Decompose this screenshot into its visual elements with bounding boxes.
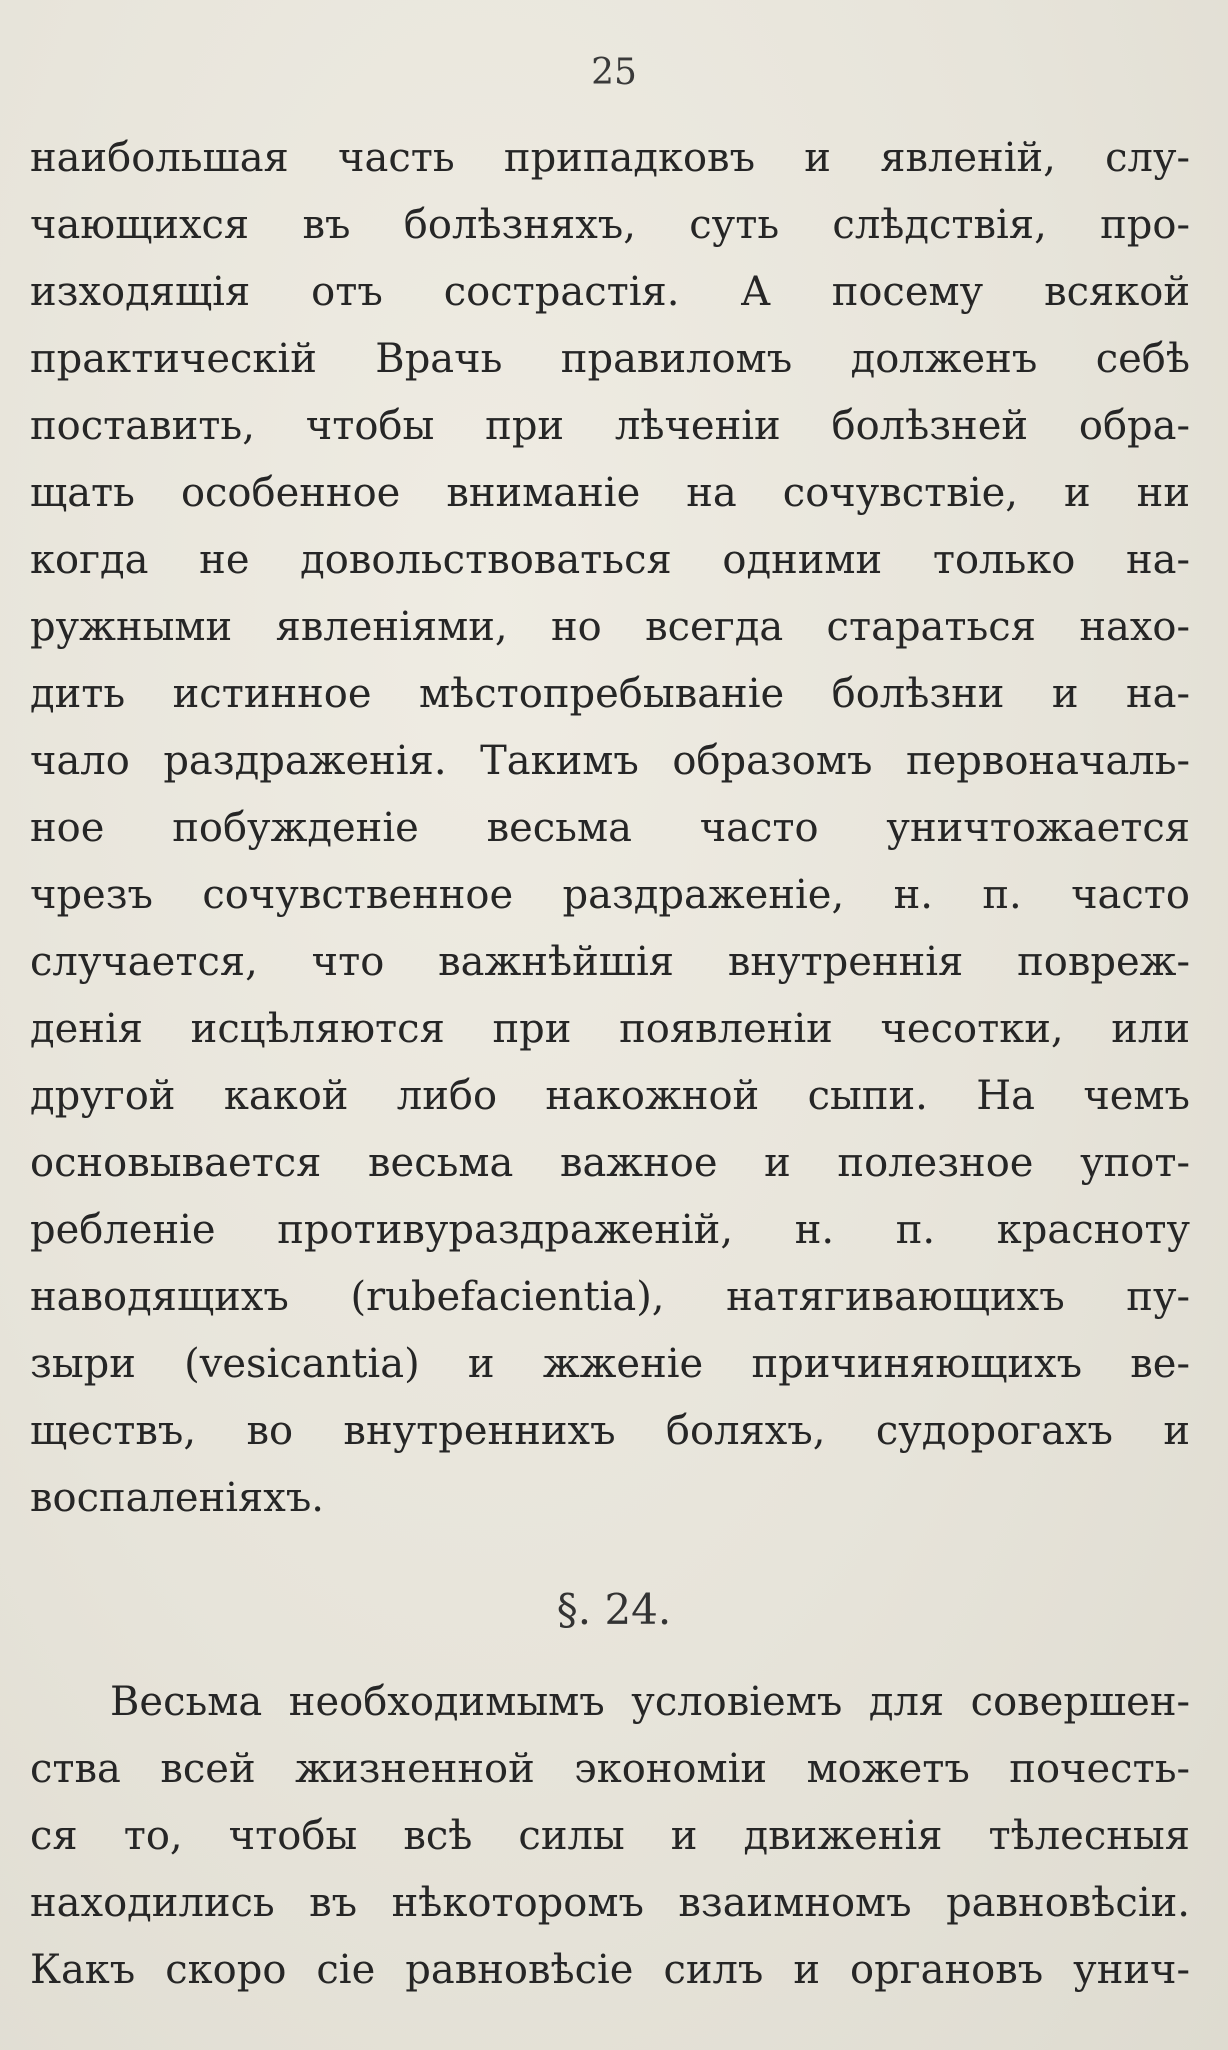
text-line: ное побужденіе весьма часто уничтожается bbox=[30, 805, 1190, 851]
text-line: Весьма необходимымъ условіемъ для совершен- bbox=[110, 1679, 1190, 1725]
section-heading: §. 24. bbox=[556, 1585, 672, 1634]
text-line: денія исцѣляются при появленіи чесотки, или bbox=[30, 1006, 1190, 1052]
text-line: ружными явленіями, но всегда стараться нахо- bbox=[30, 604, 1190, 650]
text-line: ства всей жизненной экономіи можетъ почесть- bbox=[30, 1746, 1190, 1792]
text-line: чрезъ сочувственное раздраженіе, н. п. часто bbox=[30, 872, 1190, 918]
text-line: ществъ, во внутреннихъ боляхъ, судорогахъ и bbox=[30, 1408, 1190, 1454]
text-line: дить истинное мѣстопребываніе болѣзни и на- bbox=[30, 671, 1190, 717]
text-line: наибольшая часть припадковъ и явленій, слу- bbox=[30, 135, 1190, 181]
text-line: чало раздраженія. Такимъ образомъ первоначаль- bbox=[30, 738, 1190, 784]
text-line: другой какой либо накожной сыпи. На чемъ bbox=[30, 1073, 1190, 1119]
text-line: случается, что важнѣйшія внутреннія повреж- bbox=[30, 939, 1190, 985]
text-line: наводящихъ (rubefacientia), натягивающихъ пу- bbox=[30, 1274, 1190, 1320]
text-line: ребленіе противураздраженій, н. п. красноту bbox=[30, 1207, 1190, 1253]
text-line: Какъ скоро сіе равновѣсіе силъ и органовъ унич- bbox=[30, 1947, 1190, 1993]
text-line: поставить, чтобы при лѣченіи болѣзней обра- bbox=[30, 403, 1190, 449]
text-line: ся то, чтобы всѣ силы и движенія тѣлесныя bbox=[30, 1813, 1190, 1859]
text-line: зыри (vesicantia) и жженіе причиняющихъ ве- bbox=[30, 1341, 1190, 1387]
text-line: воспаленіяхъ. bbox=[30, 1475, 325, 1521]
text-line: когда не довольствоваться одними только на- bbox=[30, 537, 1190, 583]
page-number: 25 bbox=[591, 52, 637, 93]
text-line: основывается весьма важное и полезное упот- bbox=[30, 1140, 1190, 1186]
text-line: находились въ нѣкоторомъ взаимномъ равновѣсіи. bbox=[30, 1880, 1190, 1926]
text-line: чающихся въ болѣзняхъ, суть слѣдствія, про- bbox=[30, 202, 1190, 248]
text-line: щать особенное вниманіе на сочувствіе, и ни bbox=[30, 470, 1190, 516]
text-line: изходящія отъ сострастія. А посему всякой bbox=[30, 269, 1190, 315]
text-line: практическій Врачь правиломъ долженъ себѣ bbox=[30, 336, 1190, 382]
